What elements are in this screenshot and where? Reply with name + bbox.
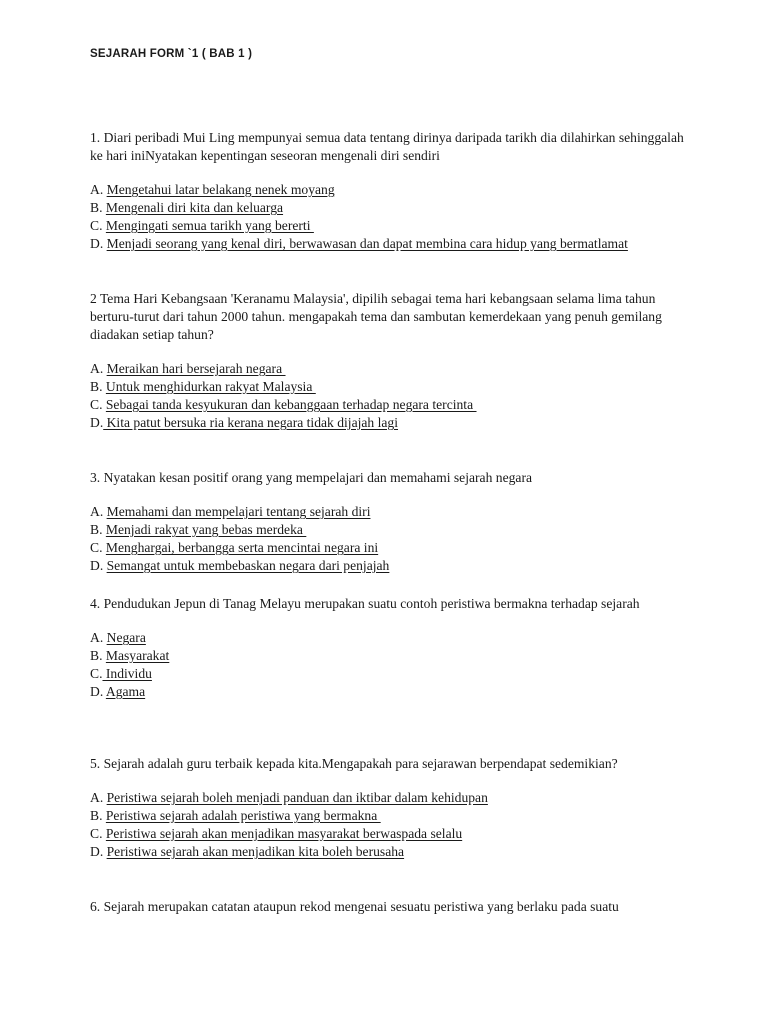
option-text: Mengetahui latar belakang nenek moyang: [106, 182, 335, 197]
question-3: [90, 469, 690, 575]
option-b: [90, 521, 690, 539]
option-a: [90, 503, 690, 521]
option-text: Negara: [106, 630, 146, 645]
option-letter: D.: [90, 236, 107, 251]
option-list: [90, 181, 690, 253]
option-letter: D.: [90, 415, 104, 430]
option-text: Individu: [102, 666, 152, 681]
option-text: Menghargai, berbangga serta mencintai negara ini: [105, 540, 379, 555]
option-c: [90, 217, 690, 235]
option-text: Mengingati semua tarikh yang bererti: [105, 218, 314, 233]
option-b: [90, 199, 690, 217]
option-d: [90, 843, 690, 861]
question-5: [90, 755, 690, 861]
document-title: SEJARAH FORM `1 ( BAB 1 ): [90, 48, 253, 60]
option-d: [90, 557, 690, 575]
option-list: [90, 360, 690, 432]
option-a: [90, 360, 690, 378]
option-text: Meraikan hari bersejarah negara: [106, 361, 286, 376]
option-letter: B.: [90, 808, 106, 823]
option-d: [90, 414, 690, 432]
option-a: [90, 629, 690, 647]
question-text: 5. Sejarah adalah guru terbaik kepada kita.Mengapakah para sejarawan berpendapat sedemikian?: [90, 756, 618, 771]
option-letter: A.: [90, 504, 107, 519]
question-2: [90, 290, 690, 432]
option-text: Menjadi seorang yang kenal diri, berwawasan dan dapat membina cara hidup yang bermatlamat: [106, 236, 628, 251]
option-list: [90, 629, 690, 701]
question-text: 4. Pendudukan Jepun di Tanag Melayu merupakan suatu contoh peristiwa bermakna terhadap sejarah: [90, 596, 640, 611]
option-letter: B.: [90, 522, 106, 537]
option-text: Agama: [105, 684, 146, 699]
option-letter: A.: [90, 182, 107, 197]
option-text: Peristiwa sejarah akan menjadikan kita boleh berusaha: [106, 844, 405, 859]
option-a: [90, 789, 690, 807]
option-b: [90, 378, 690, 396]
option-letter: D.: [90, 844, 107, 859]
option-text: Sebagai tanda kesyukuran dan kebanggaan terhadap negara tercinta: [105, 397, 477, 412]
option-c: [90, 539, 690, 557]
option-letter: D.: [90, 684, 106, 699]
option-letter: A.: [90, 361, 107, 376]
option-text: Semangat untuk membebaskan negara dari penjajah: [106, 558, 390, 573]
option-letter: C.: [90, 218, 106, 233]
option-c: [90, 665, 690, 683]
option-text: Untuk menghidurkan rakyat Malaysia: [105, 379, 316, 394]
option-text: Peristiwa sejarah boleh menjadi panduan dan iktibar dalam kehidupan: [106, 790, 488, 805]
question-text: 3. Nyatakan kesan positif orang yang mempelajari dan memahami sejarah negara: [90, 470, 533, 485]
option-text: Peristiwa sejarah adalah peristiwa yang bermakna: [105, 808, 381, 823]
option-letter: A.: [90, 630, 107, 645]
option-b: [90, 647, 690, 665]
option-b: [90, 807, 690, 825]
option-text: Mengenali diri kita dan keluarga: [105, 200, 284, 215]
option-d: [90, 235, 690, 253]
option-text: Peristiwa sejarah akan menjadikan masyarakat berwaspada selalu: [105, 826, 463, 841]
option-c: [90, 396, 690, 414]
question-text: 2 Tema Hari Kebangsaan 'Keranamu Malaysia', dipilih sebagai tema hari kebangsaan selama lima tahun berturu-turut dari tahun 2000 tahun. mengapakah tema dan sambutan kemerdekaan yang penuh gemilang diadakan setiap tahun?: [90, 291, 662, 342]
option-text: Memahami dan mempelajari tentang sejarah diri: [106, 504, 371, 519]
question-4: [90, 595, 690, 701]
option-letter: C.: [90, 397, 106, 412]
question-text: 6. Sejarah merupakan catatan ataupun rekod mengenai sesuatu peristiwa yang berlaku pada suatu: [90, 899, 619, 914]
option-d: [90, 683, 690, 701]
question-6: [90, 898, 690, 916]
option-text: Menjadi rakyat yang bebas merdeka: [105, 522, 307, 537]
option-text: Kita patut bersuka ria kerana negara tidak dijajah lagi: [103, 415, 398, 430]
option-letter: D.: [90, 558, 107, 573]
option-letter: C.: [90, 540, 106, 555]
option-letter: C.: [90, 666, 103, 681]
option-letter: B.: [90, 379, 106, 394]
question-1: [90, 129, 690, 253]
option-text: Masyarakat: [105, 648, 170, 663]
option-letter: C.: [90, 826, 106, 841]
option-list: [90, 503, 690, 575]
option-letter: B.: [90, 648, 106, 663]
option-letter: B.: [90, 200, 106, 215]
option-c: [90, 825, 690, 843]
option-letter: A.: [90, 790, 107, 805]
option-a: [90, 181, 690, 199]
option-list: [90, 789, 690, 861]
question-text: 1. Diari peribadi Mui Ling mempunyai semua data tentang dirinya daripada tarikh dia dilahirkan sehinggalah ke hari iniNyatakan kepentingan seseoran mengenali diri sendiri: [90, 130, 684, 163]
